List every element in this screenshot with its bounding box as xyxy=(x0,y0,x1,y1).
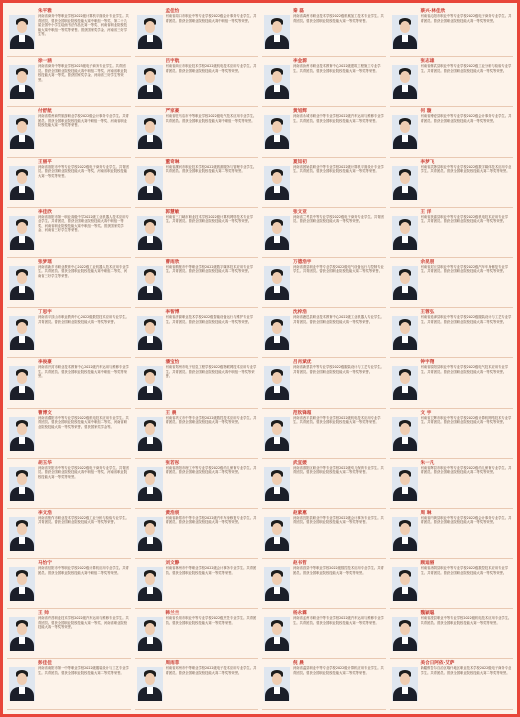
student-bio: 河南省焦作市职业技术学校2022级工业分析与检验专业学生。共青团员。曾获全国职业院校技能大赛一等奖等荣誉。 xyxy=(38,515,129,525)
student-name: 胡玉华 xyxy=(38,460,52,466)
student-photo xyxy=(392,567,418,601)
student-photo xyxy=(264,467,290,501)
student-name: 沈梓浩 xyxy=(293,310,307,316)
student-photo xyxy=(9,667,35,701)
student-name: 马怡宁 xyxy=(38,561,52,567)
student-name: 严家豪 xyxy=(165,109,180,115)
student-name: 曹博文 xyxy=(38,410,52,416)
student-bio: 河南省固始县职业中等专业学校2022级计算机平面设计专业学生。共青团员。曾获全国职业院校技能大赛一等奖等荣誉。 xyxy=(293,164,384,174)
student-bio: 河南省武陟县职业中等专业学校2022级数字媒体技术应用专业学生。共青团员。曾获全国职业院校技能大赛二等奖等荣誉。 xyxy=(420,164,512,174)
student-photo xyxy=(9,115,35,149)
student-photo xyxy=(9,266,35,300)
student-photo xyxy=(137,366,163,400)
student-entry xyxy=(7,659,131,709)
student-name: 周 琳 xyxy=(420,510,432,516)
student-name: 徐一涵 xyxy=(38,59,52,65)
student-name: 李俊豪 xyxy=(38,360,52,366)
student-photo xyxy=(137,15,163,49)
student-bio: 河南省鹤壁市中等职业学校2022级数字媒体技术应用专业学生。共青团员。曾获全国职业院校技能大赛二等奖等荣誉。 xyxy=(165,264,254,274)
student-photo xyxy=(264,15,290,49)
student-entry xyxy=(262,7,386,57)
student-entry xyxy=(390,258,514,308)
student-entry xyxy=(7,358,131,408)
student-entry xyxy=(7,509,131,559)
student-entry xyxy=(135,559,259,609)
student-entry-grid xyxy=(7,7,513,710)
student-photo xyxy=(264,617,290,651)
student-name: 王 晨 xyxy=(165,410,177,416)
student-name: 黄浩宸 xyxy=(165,510,180,516)
student-photo xyxy=(264,667,290,701)
student-entry xyxy=(390,409,514,459)
student-entry xyxy=(7,258,131,308)
student-bio: 河南省长垣市职业中等专业学校2022级烹饪专业学生。共青团员。曾获全国职业院校技能大赛一等奖等荣誉。 xyxy=(165,616,257,625)
student-name: 王丽平 xyxy=(38,159,52,165)
student-name: 张文亚 xyxy=(293,209,307,215)
student-name: 韩兰兰 xyxy=(165,611,180,617)
student-photo xyxy=(9,216,35,250)
student-entry xyxy=(135,509,259,559)
student-bio: 河南省邓州市中等职业学校2022级电子技术应用专业学生。共青团员。曾获全国职业院校技能大赛二等奖等荣誉。 xyxy=(165,666,257,675)
student-bio: 河南省新蔡县中等专业学校2022级服装设计与工艺专业学生。共青团员。曾获全国职业院校技能大赛一等奖等荣誉。 xyxy=(293,365,384,374)
student-photo xyxy=(392,517,418,551)
student-bio: 河南省浚县职业中等专业学校2022级机电技术应用专业学生。共青团员。曾获全国职业院校技能大赛一等奖等荣誉。 xyxy=(420,616,512,625)
student-entry xyxy=(262,459,386,509)
student-name: 赵书哲 xyxy=(293,561,307,567)
student-name: 李文浩 xyxy=(38,510,52,516)
student-entry xyxy=(7,308,131,358)
student-photo xyxy=(264,517,290,551)
student-photo xyxy=(392,316,418,350)
student-bio: 河南省新乡市职业教育中心2022级工业机器人技术应用专业学生。共青团员。曾获全国职业院校技能大赛中职组二等奖、河南省三好学生等荣誉。 xyxy=(38,264,129,278)
student-entry xyxy=(135,659,259,709)
student-bio: 河南省驻马店市中等职业学校2022级电气技术应用专业学生。共青团员。曾获全国职业院校技能大赛中职组一等奖等荣誉。 xyxy=(165,114,257,123)
student-photo xyxy=(9,316,35,350)
student-bio: 河南省新郑市中等专业学校2022级汽车车身修复专业学生。共青团员。曾获全国职业院校技能大赛一等奖等荣誉。 xyxy=(165,515,257,525)
student-entry xyxy=(390,57,514,107)
student-photo xyxy=(392,115,418,149)
student-entry xyxy=(390,459,514,509)
student-bio: 河南省禹州市职业技术学校2022级机械加工技术专业学生。共青团员。曾获全国职业院校技能大赛一等奖等荣誉。 xyxy=(293,14,384,23)
student-entry xyxy=(262,158,386,208)
student-entry xyxy=(135,308,259,358)
student-entry xyxy=(390,559,514,609)
student-entry xyxy=(262,107,386,157)
student-bio: 河南省商务中等职业学校2023级电子商务专业学生。共青团员。曾获全国职业院校技能大赛中职组二等奖、河南省职业院校技能大赛一等奖。曾获国家奖学金、河南省三好学生等荣誉。 xyxy=(38,64,128,82)
student-bio: 河南省延津县职业中等专业学校2022级服装设计与工艺专业学生。共青团员。曾获全国职业院校技能大赛二等奖等荣誉。 xyxy=(420,315,512,324)
student-photo xyxy=(264,266,290,300)
student-bio: 新疆维吾尔自治区喀什地区职业技术学校2022级电子商务专业学生。共青团员。曾获全国职业院校技能大赛二等奖等荣誉。 xyxy=(420,666,512,675)
student-name: 吕肖斌优 xyxy=(293,360,312,366)
student-entry xyxy=(262,57,386,107)
student-photo xyxy=(264,65,290,99)
student-name: 何 璇 xyxy=(420,109,432,115)
student-bio: 河南省原阳县职业中等专业学校2022级电气技术应用专业学生。共青团员。曾获全国职业院校技能大赛一等奖等荣誉。 xyxy=(420,365,509,374)
student-entry xyxy=(390,158,514,208)
student-photo xyxy=(137,115,163,149)
student-name: 李梦飞 xyxy=(420,159,435,165)
student-entry xyxy=(135,208,259,258)
student-name: 钟宇翔 xyxy=(420,360,435,366)
student-entry xyxy=(135,609,259,659)
student-entry xyxy=(262,409,386,459)
student-bio: 河南省商丘市职业技术学校2022级机电技术应用专业学生。共青团员。曾获全国职业院校技能大赛一等奖等荣誉。 xyxy=(165,64,257,73)
student-bio: 河南省周口市职业中等专业学校2022级会计事务专业学生。共青团员。曾获全国职业院校技能大赛中职组一等奖等荣誉。 xyxy=(165,14,257,23)
student-name: 付舒航 xyxy=(38,109,52,115)
student-bio: 河南省信阳市中等职业学校2022级计算机应用专业学生。共青团员。曾获全国职业院校技能大赛中职组二等奖等荣誉。 xyxy=(38,566,129,575)
student-photo xyxy=(264,366,290,400)
student-entry xyxy=(390,208,514,258)
student-photo xyxy=(264,216,290,250)
student-entry xyxy=(7,107,131,157)
student-name: 魏颖聪 xyxy=(420,611,435,617)
student-entry xyxy=(390,107,514,157)
student-photo xyxy=(137,266,163,300)
student-bio: 河南省鹿邑县职业技术教育中心2022级工业机器人专业学生。共青团员。曾获全国职业院校技能大赛一等奖等荣誉。 xyxy=(293,315,384,324)
student-name: 文 宇 xyxy=(420,410,432,416)
student-bio: 河南省获嘉县职业中等专业学校2022级机电技术应用专业学生。共青团员。曾获全国职业院校技能大赛一等奖等荣誉。 xyxy=(420,214,509,224)
student-name: 彭佳佳 xyxy=(38,661,52,667)
student-entry xyxy=(262,559,386,609)
student-bio: 河南省济源职业技术学校2022级智能设备运行与维护专业学生。共青团员。曾获全国职业院校技能大赛一等奖等荣誉。 xyxy=(165,315,254,324)
student-name: 张梦瑶 xyxy=(38,259,52,265)
student-entry xyxy=(135,358,259,408)
student-bio: 河南省兰考县中等专业学校2022级电子商务专业学生。共青团员。曾获全国职业院校技能大赛一等奖等荣誉。 xyxy=(293,214,384,224)
student-name: 李佳欣 xyxy=(38,209,52,215)
student-entry xyxy=(7,208,131,258)
student-bio: 河南省开封市职业技术教育中心2022级汽车运用与维修专业学生。共青团员。曾获全国职业院校技能大赛中职组一等奖等荣誉。 xyxy=(38,365,129,379)
student-name: 李金源 xyxy=(293,59,307,65)
student-bio: 河南省洛阳市第一职业高级中学2022级工业机器人技术应用专业学生。共青团员，曾获全国职业院校技能大赛中职组一等奖、河南省职业院校技能大赛中职组一等奖。曾获国家奖学金、河南省三好学生等荣誉。 xyxy=(38,214,129,233)
student-bio: 河南省汤阴县职业中等专业学校2022级数控技术应用专业学生。共青团员。曾获全国职业院校技能大赛一等奖等荣誉。 xyxy=(420,566,509,575)
student-name: 刘文静 xyxy=(165,561,180,567)
student-entry xyxy=(262,308,386,358)
student-name: 周雨菲 xyxy=(165,661,180,667)
student-name: 朱一凡 xyxy=(420,460,435,466)
student-photo xyxy=(9,417,35,451)
student-bio: 河南省滑县职业中等专业学校2022级电气设备运行与控制专业学生。共青团员。曾获全国职业院校技能大赛二等奖等荣誉。 xyxy=(293,264,384,274)
student-entry xyxy=(135,459,259,509)
student-entry xyxy=(262,258,386,308)
student-bio: 河南省郑州商贸旅游职业学校2022级会计事务专业学生。共青团员。曾获全国职业院校技能大赛中职组一等奖、河南省职业院校技能大赛一等奖等荣誉。 xyxy=(38,114,129,128)
student-bio: 河南省辉县市职业中等专业学校2022级幼儿保育专业学生。共青团员。曾获全国职业院校技能大赛二等奖等荣誉。 xyxy=(420,465,512,475)
student-bio: 河南省淮阳区职业中等专业学校2022级幼儿保育专业学生。共青团员。曾获全国职业院校技能大赛二等奖等荣誉。 xyxy=(293,465,384,475)
student-entry xyxy=(135,409,259,459)
student-photo xyxy=(137,65,163,99)
student-entry xyxy=(262,609,386,659)
student-photo xyxy=(264,417,290,451)
student-name: 蔡兴·林佳欣 xyxy=(420,9,446,14)
student-photo xyxy=(392,65,418,99)
student-entry xyxy=(135,107,259,157)
student-entry xyxy=(390,509,514,559)
student-bio: 河南省漯河市职业技术学校2022级旅游服务与管理专业学生。共青团员。曾获全国职业院校技能大赛二等奖等荣誉。 xyxy=(165,164,257,174)
student-photo xyxy=(9,15,35,49)
student-photo xyxy=(9,65,35,99)
student-photo xyxy=(9,567,35,601)
student-photo xyxy=(264,316,290,350)
student-photo xyxy=(137,567,163,601)
student-photo xyxy=(392,266,418,300)
student-bio: 河南省三门峡市职业技术学校2022级计算机网络技术专业学生。共青团员。曾获全国职业院校技能大赛一等奖等荣誉。 xyxy=(165,214,254,224)
student-photo xyxy=(137,467,163,501)
student-bio: 河南省嵩县中等职业学校2022级数控技术应用专业学生。共青团员。曾获全国职业院校技能大赛一等奖等荣誉。 xyxy=(293,566,384,575)
student-bio: 河南省永城市职业中等专业学校2022级汽车运用与维修专业学生。共青团员。曾获全国职业院校技能大赛二等奖等荣誉。 xyxy=(293,114,384,123)
student-entry xyxy=(262,208,386,258)
student-name: 武宣媛 xyxy=(293,460,307,466)
student-photo xyxy=(264,166,290,200)
student-name: 黄旭辉 xyxy=(293,109,307,115)
student-entry xyxy=(135,158,259,208)
student-entry xyxy=(262,659,386,709)
student-bio: 河南省濮阳市中等专业学校2022级机电技术应用专业学生。共青团员。曾获全国职业院校技能大赛中职组二等奖、河南省职业院校技能大赛一等奖等荣誉。曾获国家奖学金等。 xyxy=(38,415,129,429)
student-photo xyxy=(264,115,290,149)
student-photo xyxy=(9,166,35,200)
student-name: 张志雄 xyxy=(420,59,435,65)
student-name: 赵紫惠 xyxy=(293,510,307,516)
page-background xyxy=(3,3,517,714)
student-bio: 河南省洛阳市理工中等专业学校2022级幼儿保育专业学生。共青团员。曾获全国职业院校技能大赛二等奖等荣誉。 xyxy=(165,465,257,475)
student-name: 孟佳怡 xyxy=(165,9,180,14)
student-name: 董奇琳 xyxy=(165,159,180,165)
student-bio: 河南省温县职业中等专业学校2022级计算机应用专业学生。共青团员。曾获全国职业院校技能大赛二等奖等荣誉。 xyxy=(293,666,384,675)
student-photo xyxy=(9,366,35,400)
student-name: 潘宝怡 xyxy=(165,360,180,366)
student-photo xyxy=(137,517,163,551)
student-bio: 河南省安阳市中等专业学校2022级电子商务专业学生。共青团员。曾获全国职业院校技能大赛中职组一等奖、河南省职业院校技能大赛一等奖等荣誉。 xyxy=(38,465,129,479)
student-name: 李智博 xyxy=(165,310,180,316)
student-name: 王蓉弘 xyxy=(420,310,435,316)
student-name: 曹雨欣 xyxy=(165,259,180,265)
student-photo xyxy=(392,166,418,200)
student-photo xyxy=(137,667,163,701)
student-name: 余昆朋 xyxy=(420,259,435,265)
student-entry xyxy=(7,158,131,208)
student-photo xyxy=(9,467,35,501)
student-bio: 河南省商务中等职业学校2022级计算机平面设计专业学生。共青团员，曾获全国职业院校技能大赛中职组一等奖、第二十九届全国中小学生绘画书法作品比赛一等奖、河南省职业院校技能大赛中职组一等奖等荣誉。曾获国家奖学金、河南省三好学生等。 xyxy=(38,14,129,36)
student-bio: 河南省西平县职业中等专业学校2022级机电技术应用专业学生。共青团员。曾获全国职业院校技能大赛一等奖等荣誉。 xyxy=(293,415,381,424)
student-photo xyxy=(392,417,418,451)
student-entry xyxy=(7,559,131,609)
student-entry xyxy=(7,7,131,57)
student-bio: 河南省孟州市职业中等专业学校2022级汽车运用与维修专业学生。共青团员。曾获全国职业院校技能大赛一等奖等荣誉。 xyxy=(293,616,384,625)
student-name: 倪 晨 xyxy=(293,661,304,667)
student-entry xyxy=(262,358,386,408)
student-name: 夏知初 xyxy=(293,159,307,165)
student-entry xyxy=(390,308,514,358)
student-bio: 河南省宜阳县职业中等专业学校2022级会计事务专业学生。共青团员。曾获全国职业院校技能大赛一等奖等荣誉。 xyxy=(293,515,384,525)
student-name: 杨永霖 xyxy=(293,611,307,617)
student-bio: 河南省内黄县职业中等专业学校2022级会计事务专业学生。共青团员。曾获全国职业院校技能大赛一等奖等荣誉。 xyxy=(420,515,512,525)
student-photo xyxy=(137,166,163,200)
student-photo xyxy=(392,15,418,49)
student-photo xyxy=(392,617,418,651)
student-entry xyxy=(390,7,514,57)
student-name: 郭慧敏 xyxy=(165,209,180,215)
student-bio: 河南省汝州市职业技术教育中心2022级建筑工程施工专业学生。共青团员。曾获全国职业院校技能大赛一等奖等荣誉。 xyxy=(293,64,381,73)
student-name: 丁思宇 xyxy=(38,310,52,316)
student-name: 王 洋 xyxy=(420,209,432,215)
student-entry xyxy=(390,659,514,709)
student-photo xyxy=(392,467,418,501)
student-bio: 河南省郑州市电子信息工程学校2022级物联网技术应用专业学生。共青团员。曾获全国职业院校技能大赛中职组一等奖等荣誉。 xyxy=(165,365,257,379)
student-photo xyxy=(137,417,163,451)
student-bio: 河南省洛阳市中等专业学校2022级电子商务专业学生。共青团员。曾获全国职业院校技能大赛一等奖、河南省职业院校技能大赛一等奖等荣誉。 xyxy=(38,164,129,178)
student-entry xyxy=(135,57,259,107)
student-bio: 河南省许昌职业技术学校2022级汽车运用与维修专业学生。共青团员。曾获全国职业院校技能大赛一等奖、河南省职业院校技能大赛一等奖等荣誉。 xyxy=(38,616,129,630)
student-photo xyxy=(9,517,35,551)
student-name: 美合日阿依·艾萨 xyxy=(420,661,455,667)
student-bio: 河南省沁阳市职业中等专业学校2022级电子商务专业学生。共青团员。曾获全国职业院校技能大赛一等奖等荣誉。 xyxy=(420,14,512,23)
student-bio: 河南省南阳市第一中等职业学校2022级服装设计与工艺专业学生。共青团员。曾获全国职业院校技能大赛二等奖等荣誉。 xyxy=(38,666,129,675)
student-entry xyxy=(7,57,131,107)
student-name: 王 帅 xyxy=(38,611,49,617)
student-bio: 河南省巩义市中等专业学校2022级数控技术应用专业学生。共青团员。曾获全国职业院校技能大赛一等奖等荣誉。 xyxy=(165,415,257,424)
student-photo xyxy=(392,366,418,400)
student-entry xyxy=(135,7,259,57)
student-photo xyxy=(392,667,418,701)
student-photo xyxy=(137,216,163,250)
student-entry xyxy=(390,609,514,659)
student-entry xyxy=(262,509,386,559)
student-name: 顾迪丽 xyxy=(420,561,435,567)
student-photo xyxy=(137,316,163,350)
student-name: 秦 磊 xyxy=(293,9,304,14)
student-bio: 河南省博爱县职业中等专业学校2022级会计事务专业学生。共青团员。曾获全国职业院校技能大赛一等奖等荣誉。 xyxy=(420,114,512,123)
student-entry xyxy=(7,459,131,509)
student-entry xyxy=(7,409,131,459)
student-entry xyxy=(7,609,131,659)
student-bio: 河南省平顶山市职业教育中心2022级数控技术应用专业学生。共青团员。曾获全国职业院校技能大赛一等奖等荣誉。 xyxy=(38,315,129,324)
student-entry xyxy=(390,358,514,408)
student-photo xyxy=(137,617,163,651)
student-entry xyxy=(135,258,259,308)
student-bio: 河南省封丘县职业中等专业学校2022级汽车车身修复专业学生。共青团员。曾获全国职业院校技能大赛一等奖等荣誉。 xyxy=(420,264,509,274)
student-name: 朱平雅 xyxy=(38,9,52,14)
student-photo xyxy=(9,617,35,651)
student-photo xyxy=(264,567,290,601)
student-name: 范钦锋超 xyxy=(293,410,312,416)
student-bio: 河南省修武县职业中等专业学校2022级工业分析与检验专业学生。共青团员。曾获全国职业院校技能大赛一等奖等荣誉。 xyxy=(420,64,512,73)
student-name: 吕宇航 xyxy=(165,59,180,65)
student-name: 张若彤 xyxy=(165,460,180,466)
student-bio: 河南省林州市中等职业学校2022级会计事务专业学生。共青团员。曾获全国职业院校技能大赛一等奖等荣誉。 xyxy=(165,566,257,575)
student-bio: 河南省卫辉市职业中等专业学校2022级计算机网络技术专业学生。共青团员。曾获全国职业院校技能大赛一等奖等荣誉。 xyxy=(420,415,512,424)
student-photo xyxy=(392,216,418,250)
student-name: 万德浩宇 xyxy=(293,259,312,265)
